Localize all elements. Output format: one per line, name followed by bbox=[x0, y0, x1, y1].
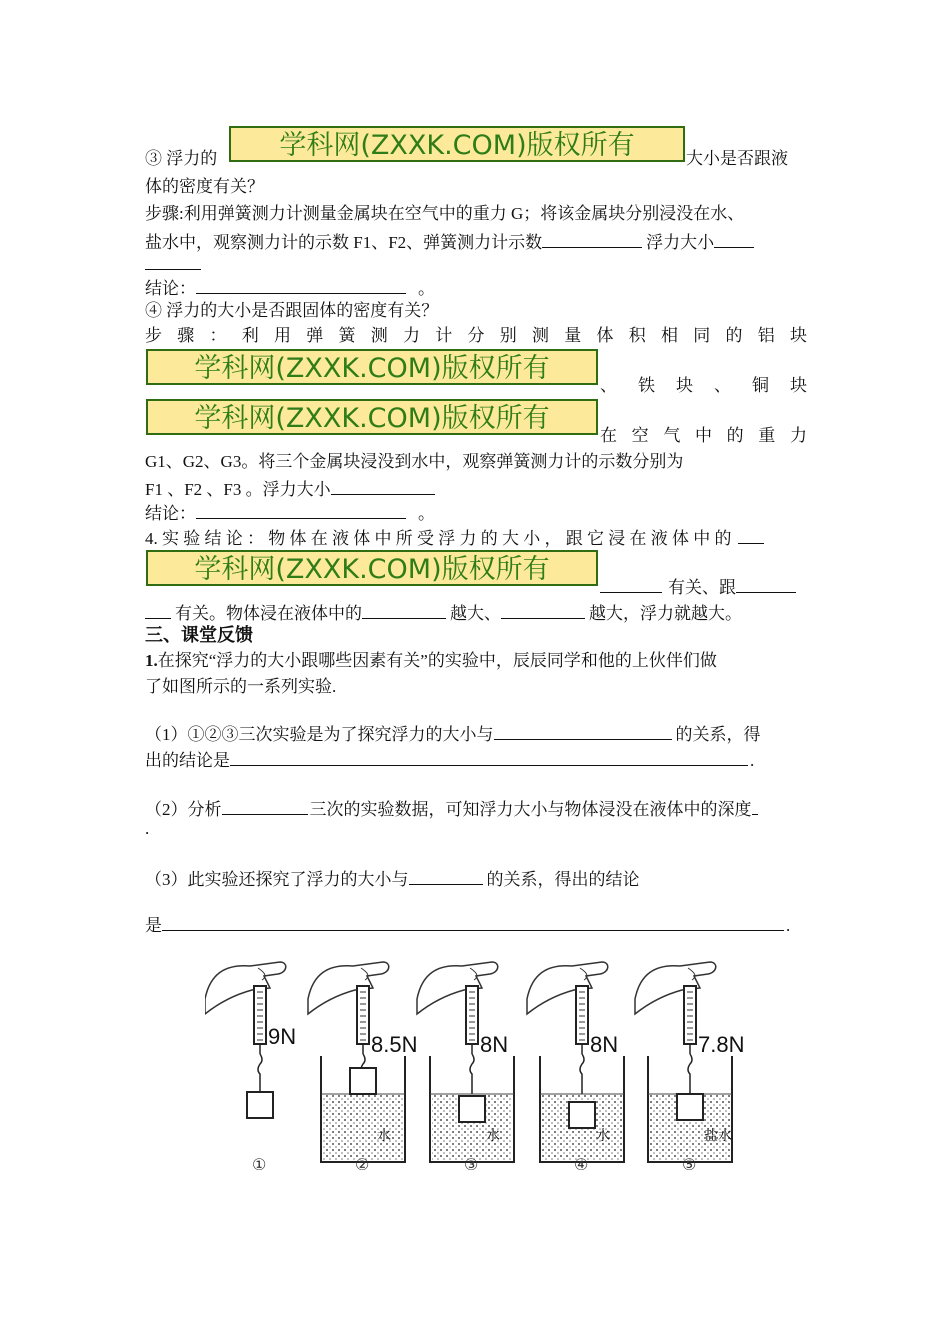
liquid-label: 盐水 bbox=[704, 1127, 732, 1143]
s3-end: 。 bbox=[418, 279, 435, 298]
char: 力 bbox=[789, 426, 807, 445]
s4-title bbox=[145, 300, 438, 322]
char: 骤 bbox=[177, 326, 195, 345]
char: 在 bbox=[600, 426, 617, 445]
s4-title-text: ④ 浮力的大小是否跟固体的密度有关？ bbox=[145, 301, 439, 320]
p3-b: 的关系，得出的结论 bbox=[486, 870, 640, 889]
char: 步 bbox=[145, 326, 162, 345]
char: 测 bbox=[532, 326, 549, 345]
char: 气 bbox=[663, 426, 681, 445]
blank[interactable] bbox=[362, 600, 446, 619]
s3-title-b: 大小是否跟液 bbox=[686, 149, 788, 168]
p1-c: 出的结论是 bbox=[145, 751, 230, 770]
reading-label: 7.8N bbox=[698, 1032, 745, 1057]
p1-b: 的关系，得 bbox=[675, 725, 761, 744]
char: 体 bbox=[596, 326, 614, 345]
blank[interactable] bbox=[736, 574, 796, 593]
string bbox=[258, 1054, 262, 1092]
char: 的 bbox=[726, 426, 744, 445]
p3-line-2 bbox=[145, 912, 790, 937]
string bbox=[688, 1054, 692, 1094]
experiment-setup bbox=[308, 962, 417, 1170]
metal-block bbox=[459, 1096, 485, 1122]
s5-mid-a: 有关、跟 bbox=[668, 578, 736, 597]
s5-title bbox=[145, 525, 764, 550]
s4-conclusion bbox=[145, 500, 435, 525]
char: 利 bbox=[241, 326, 259, 345]
p3-a: （3）此实验还探究了浮力的大小与 bbox=[145, 870, 409, 889]
char: 测 bbox=[370, 326, 388, 345]
p1-a: （1）①②③三次实验是为了探究浮力的大小与 bbox=[145, 725, 494, 744]
char: 块 bbox=[676, 376, 693, 395]
s4-step-3-text: G1、G2、G3。将三个金属块浸没到水中，观察弹簧测力计的示数分别为 bbox=[145, 452, 684, 471]
watermark: 学科网(ZXXK.COM)版权所有 bbox=[229, 126, 685, 162]
liquid-label: 水 bbox=[486, 1127, 500, 1143]
figure-number: ② bbox=[355, 1157, 370, 1170]
blank[interactable] bbox=[145, 600, 171, 619]
liquid-label: 水 bbox=[377, 1127, 391, 1143]
s4-step-3 bbox=[145, 451, 683, 473]
hand-icon bbox=[417, 962, 498, 1014]
s3-title-line bbox=[145, 148, 217, 170]
s5-mid bbox=[600, 574, 796, 599]
blank[interactable] bbox=[409, 866, 483, 885]
s3-step-2 bbox=[145, 229, 754, 254]
experiment-setup bbox=[635, 962, 744, 1170]
char: 积 bbox=[628, 326, 646, 345]
p2-line-2 bbox=[145, 818, 149, 840]
reading-label: 8.5N bbox=[371, 1032, 418, 1057]
hand-icon bbox=[308, 962, 389, 1014]
q1-line bbox=[145, 650, 717, 672]
char: 簧 bbox=[338, 326, 356, 345]
s5-title-text: 4. 实 验 结 论 ： 物 体 在 液 体 中 所 受 浮 力 的 大 小 ， 跟 它 浸 在 液 体 中 的 bbox=[145, 529, 732, 548]
s4-iron-line bbox=[600, 375, 807, 397]
hand-icon bbox=[205, 962, 286, 1014]
s3-step-1-text: 步骤:利用弹簧测力计测量金属块在空气中的重力 G；将该金属块分别浸没在水、 bbox=[145, 204, 745, 223]
s5-last-a: 有关。物体浸在液体中的 bbox=[175, 604, 362, 623]
s5-last-c: 越大，浮力就越大。 bbox=[589, 604, 742, 623]
s3-step-2b: 浮力大小 bbox=[646, 233, 715, 252]
char: 弹 bbox=[306, 326, 324, 345]
water bbox=[323, 1094, 403, 1160]
spring-scale bbox=[254, 986, 266, 1044]
figure-number: ① bbox=[252, 1157, 267, 1170]
char: 力 bbox=[403, 326, 420, 345]
s3-conclusion-label: 结论： bbox=[145, 279, 196, 298]
watermark: 学科网(ZXXK.COM)版权所有 bbox=[146, 399, 598, 435]
s4-step-1 bbox=[145, 325, 807, 347]
q1-text: 在探究“浮力的大小跟哪些因素有关”的实验中，辰辰同学和他的上伙伴们做 bbox=[157, 651, 717, 670]
experiment-figure bbox=[205, 944, 745, 1170]
s5-last-b: 越大、 bbox=[450, 604, 501, 623]
watermark: 学科网(ZXXK.COM)版权所有 bbox=[146, 349, 598, 385]
blank[interactable] bbox=[222, 796, 308, 815]
watermark: 学科网(ZXXK.COM)版权所有 bbox=[146, 550, 598, 586]
blank[interactable] bbox=[501, 600, 585, 619]
figure-number: ⑤ bbox=[682, 1157, 697, 1170]
hand-icon bbox=[527, 962, 608, 1014]
s3-title-b-line bbox=[686, 148, 788, 170]
p1-line-2 bbox=[145, 747, 754, 772]
s3-title-c: 体的密度有关？ bbox=[145, 177, 264, 196]
s3-step-2a: 盐水中，观察测力计的示数 F1、F2、弹簧测力计示数 bbox=[145, 233, 543, 252]
s4-end: 。 bbox=[418, 504, 435, 523]
experiment-setup bbox=[205, 962, 296, 1170]
q1-text-2: 了如图所示的一系列实验. bbox=[145, 677, 337, 696]
char: 的 bbox=[725, 326, 743, 345]
liquid-label: 水 bbox=[596, 1127, 610, 1143]
blank[interactable] bbox=[714, 229, 754, 248]
period: . bbox=[145, 819, 150, 838]
char: 块 bbox=[790, 376, 807, 395]
char: 计 bbox=[435, 326, 453, 345]
blank[interactable] bbox=[542, 229, 642, 248]
figure-number: ③ bbox=[464, 1157, 479, 1170]
s4-air-line bbox=[600, 425, 807, 447]
experiment-setup bbox=[417, 962, 514, 1170]
p3-line bbox=[145, 866, 640, 891]
p2-b: 三次的实验数据，可知浮力大小与物体浸没在液体中的深度 bbox=[309, 800, 752, 819]
spring-scale bbox=[684, 986, 696, 1044]
blank[interactable] bbox=[196, 500, 406, 519]
blank[interactable] bbox=[752, 796, 758, 815]
q1-number: 1. bbox=[145, 651, 158, 670]
blank[interactable] bbox=[738, 525, 764, 544]
s3-blank-line bbox=[145, 251, 201, 276]
metal-block bbox=[569, 1102, 595, 1128]
s3-title-c-line bbox=[145, 176, 264, 198]
p1-line bbox=[145, 721, 761, 746]
blank[interactable] bbox=[331, 476, 435, 495]
s5-last bbox=[145, 600, 742, 625]
metal-block bbox=[350, 1068, 376, 1094]
s3-title-a: ③ 浮力的 bbox=[145, 149, 218, 168]
char: 空 bbox=[631, 426, 649, 445]
s4-step-4-text: F1 、F2 、F3 。浮力大小 bbox=[145, 480, 331, 499]
char: 、 bbox=[714, 376, 731, 395]
char: 别 bbox=[499, 326, 517, 345]
char: 铜 bbox=[752, 376, 769, 395]
metal-block bbox=[677, 1094, 703, 1120]
blank[interactable] bbox=[145, 251, 201, 270]
char: 铁 bbox=[638, 376, 655, 395]
s3-conclusion bbox=[145, 275, 435, 300]
char: 铝 bbox=[757, 326, 775, 345]
metal-block bbox=[247, 1092, 273, 1118]
q1-line-2 bbox=[145, 676, 336, 698]
s3-step-1 bbox=[145, 203, 744, 225]
feedback-heading: 三、课堂反馈 bbox=[145, 625, 253, 646]
reading-label: 9N bbox=[268, 1024, 297, 1049]
char: 相 bbox=[661, 326, 678, 345]
spring-scale bbox=[466, 986, 478, 1044]
char: ： bbox=[209, 326, 227, 345]
blank[interactable] bbox=[230, 747, 748, 766]
char: 分 bbox=[467, 326, 485, 345]
p2-a: （2）分析 bbox=[145, 800, 222, 819]
blank[interactable] bbox=[196, 275, 406, 294]
string bbox=[470, 1054, 474, 1096]
p3-c: 是 bbox=[145, 916, 162, 935]
s4-step-4 bbox=[145, 476, 435, 501]
char: 同 bbox=[693, 326, 711, 345]
char: 量 bbox=[564, 326, 582, 345]
experiment-setup bbox=[527, 962, 624, 1170]
char: 、 bbox=[600, 376, 617, 395]
blank[interactable] bbox=[600, 574, 662, 593]
spring-scale bbox=[576, 986, 588, 1044]
char: 重 bbox=[758, 426, 776, 445]
reading-label: 8N bbox=[480, 1032, 509, 1057]
blank[interactable] bbox=[162, 912, 784, 931]
figure-number: ④ bbox=[574, 1157, 589, 1170]
hand-icon bbox=[635, 962, 716, 1014]
char: 用 bbox=[274, 326, 291, 345]
period: . bbox=[750, 751, 755, 770]
char: 中 bbox=[694, 426, 712, 445]
blank[interactable] bbox=[494, 721, 672, 740]
char: 块 bbox=[790, 326, 807, 345]
period: . bbox=[786, 916, 791, 935]
s4-conclusion-label: 结论： bbox=[145, 504, 196, 523]
p2-line bbox=[145, 796, 758, 821]
spring-scale bbox=[357, 986, 369, 1044]
reading-label: 8N bbox=[590, 1032, 619, 1057]
